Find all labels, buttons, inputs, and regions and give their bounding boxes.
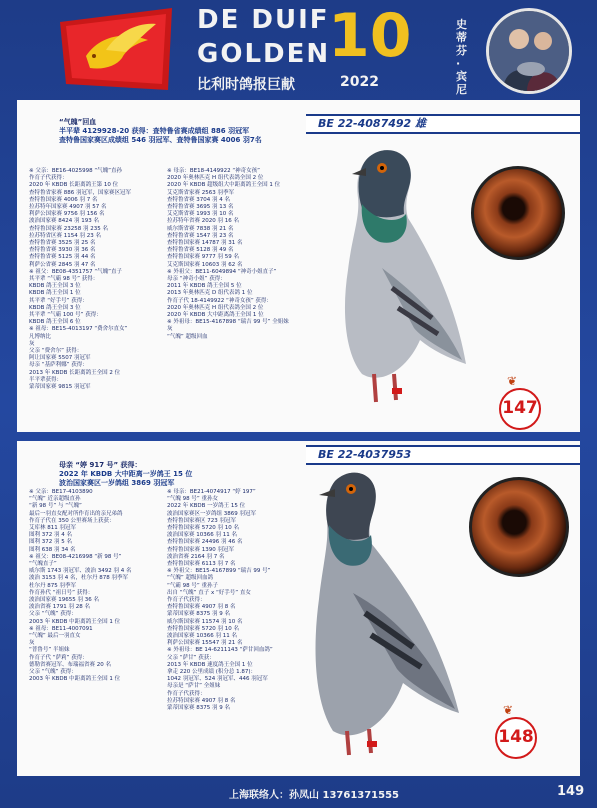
contact-info: 上海联络人：孙凤山 13761371555 xyxy=(229,790,400,801)
headline-line: “气魄”回血 xyxy=(59,118,97,126)
headline-line: 半平辈 4129928-20 获得：查特鲁省赛成绩组 886 羽冠军 xyxy=(59,127,250,135)
headline-line: 2022 年 KBDB 大中距离一岁鸽王 15 位 xyxy=(59,470,193,478)
magazine-title-line2: GOLDEN xyxy=(197,39,331,69)
pigeon-2-eye xyxy=(469,477,569,577)
pigeon-2-photo xyxy=(299,463,463,763)
page-header xyxy=(0,0,597,100)
sire-pedigree: ※ 父亲：BE16-4025998 “气魄”直孙 作育子代获得： 2020 年 KBDB 长距离鸽王第 10 位 查特鲁省家赛 886 羽冠军，国家赛区冠军 查特鲁国家赛 4006 羽 7 名 拉苏特年国家赛 4907 羽 57 名 利萨公国家赛 9756 羽 156 名 波治国家赛 8424 羽 193 名 查特鲁国家赛 23258 羽 235 名 拉苏特省区赛 1154 羽 23 名 查特鲁省赛 3525 羽 25 名 查特鲁省赛 3930 羽 36 名 查特鲁省赛 5125 羽 44 名 利萨公省赛 2845 羽 47 名 ※ 祖父：BE08-4351757 “气魄”直子 其平辈 “气霸 98 号” 获得： KBDB 鸽王全国 3 位 KBDB 鸽王全国 1 位 其平辈 “好手号” 获得： KBDB 鸽王全国 3 位 其平辈 “气霸 100 号” 获得： KBDB 鸽王全国 6 位 ※ 祖母：BE15-4013197 “费舍尔直女” 凡博纳比 灰 父亲 “费舍尔” 获得： 阿让国家赛 5507 羽冠军 母亲 “基萨利娜” 获得： 2013 年 KBDB 长距离鸽王全国 2 位 半平辈获得： 蒙蒂国家赛 9815 羽冠军 xyxy=(29,168,131,391)
breeder-names: 史蒂芬·宾尼 xyxy=(456,18,467,96)
pigeon-number-badge: 147 xyxy=(499,388,541,430)
pigeon-1-eye xyxy=(471,166,565,260)
pedigree-headline xyxy=(59,118,262,145)
ring-number: BE 22-4087492 雄 xyxy=(318,117,427,130)
headline-line: 母亲 “婷 917 号” 获得： xyxy=(59,461,142,469)
breeders-photo-icon xyxy=(489,11,569,91)
pigeon-number-badge: 148 xyxy=(495,717,537,759)
ring-number-bar xyxy=(306,445,580,465)
dam-pedigree: ※ 母亲：BE18-4149922 “神奇女孩” 2020 年奥林匹克 H 组代表鸽全国 2 位 2020 年 KBDB 超级组大中距离鸽王全国 1 位 艾克斯省家赛 2563 羽季军 查特鲁省赛 3704 羽 4 名 查特鲁省赛 3695 羽 13 名 艾克斯省赛 1993 羽 10 名 拉苏特年省赛 2020 羽 16 名 威尔斯省赛 7838 羽 21 名 查特鲁省赛 1547 羽 23 名 查特鲁国家赛 14787 羽 31 名 查特鲁省赛 5128 羽 49 名 查特鲁国家赛 9777 羽 59 名 艾克斯国家赛 10603 羽 62 名 ※ 外祖父：BE11-6049894 “神奇小姐直子” 母亲 “神奇小姐” 获得： 2011 年 KBDB 鸽王全国 5 位 2013 年奥林匹克 D 组代表鸽 1 位 作育子代 18-4149922 “神奇女孩” 获得： 2020 年奥林匹克 H 组代表鸽全国 2 位 2020 年 KBDB 大中距离鸽王全国 1 位 ※ 外祖母：BE15-4167898 “瑞吉 99 号” 全姐妹 灰 “气魄” 超级回血 xyxy=(167,168,289,340)
edition-number: 10 xyxy=(328,1,412,71)
edition-year: 2022 xyxy=(340,74,379,90)
ring-number-bar xyxy=(306,114,580,134)
magazine-title-line1: DE DUIF xyxy=(197,5,330,35)
breeders-photo xyxy=(486,8,572,94)
pigeon-logo-icon xyxy=(56,4,176,94)
pigeon-1-photo xyxy=(322,138,470,428)
ring-number: BE 22-4037953 xyxy=(318,448,412,461)
crest-icon: ❦ xyxy=(507,374,518,388)
pedigree-headline xyxy=(59,461,192,488)
sire-pedigree: ※ 父亲：BE17-4103890 “气魄” 近亲超级直孙 “新 98 号” 与 “气魄” 最后一羽直女配对所作育出的亲兄弟鸽 作育子代在 350 公里赛场上获获： 艾库林 811 羽冠军 图利 372 羽 4 名 图利 372 羽 5 名 图利 638 羽 34 名 ※ 祖父：BE08-4216998 “新 98 号” “气魄直子” 威尔斯 1743 羽冠军、波治 3492 羽 4 名 波治 3153 羽 4 名，杜尔丹 878 羽季军 杜尔丹 875 羽季军 作育孙代 “祖日号” 获得： 波治国家赛 19655 羽 36 名 波治省赛 1791 羽 28 名 父亲 “气魄” 获得： 2003 年 KBDB 中距离鸽王全国 1 位 ※ 祖母：BE11-4007091 “气魄” 最后一羽直女 灰 “普鲁号” 半姐妹 作育子代 “萨莉” 获得： 德勒省赛冠军、布瑞福省赛 20 名 父亲 “气魄” 获得： 2003 年 KBDB 中距离鸽王全国 1 位 xyxy=(29,489,132,683)
crest-icon: ❦ xyxy=(503,703,514,717)
pigeon-card-1 xyxy=(17,100,580,432)
page-footer xyxy=(0,782,597,808)
dam-pedigree: ※ 母亲：BE21-4074917 “婷 197” “气魄 98 号” 重孙女 2022 年 KBDB 一岁鸽王 15 位 波治国家赛区一岁鸽组 3869 羽冠军 查特鲁国家赛区 723 羽冠军 查特鲁国家赛 5720 羽 10 名 波治国家赛 10366 羽 11 名 查特鲁国家赛 24496 羽 46 名 查特鲁国家赛 1390 羽冠军 波治省赛 2164 羽 7 名 查特鲁国家赛 6113 羽 7 名 ※ 外祖父：BE15-4167899 “瑞吉 99 号” “气魄” 超级回血鸽 “气霸 98 号” 重孙子 出自 “气魄” 直子 x “好手号” 直女 作育子代获得： 查特鲁国家赛 4907 羽 8 名 蒙蒂国家赛 8375 羽 9 名 威尔斯国家赛 11574 羽 10 名 查特鲁国家赛 5720 羽 10 名 波治国家赛 10366 羽 11 名 利萨公国家赛 15547 羽 21 名 ※ 外祖母：BE 14-6211143 “萨甘回血鸽” 父亲 “萨甘” 获获： 2013 年 KBDB 速度鸽王全国 1 位 拿走 220 公里成绩 (积分总 1.87)： 1042 羽冠军、524 羽冠军、446 羽冠军 母亲是 “萨甘” 全姐妹 作育子代获得： 拉苏特国家赛 4907 羽 8 名 蒙蒂国家赛 8375 羽 9 名 xyxy=(167,489,273,712)
magazine-subtitle: 比利时鸽报巨献 xyxy=(197,77,295,93)
page-number: 149 xyxy=(557,784,585,799)
headline-line: 波治国家赛区一岁鸽组 3869 羽冠军 xyxy=(59,479,175,487)
headline-line: 查特鲁国家赛区成绩组 546 羽冠军、查特鲁国家赛 4006 羽7名 xyxy=(59,136,262,144)
pigeon-card-2 xyxy=(17,441,580,776)
